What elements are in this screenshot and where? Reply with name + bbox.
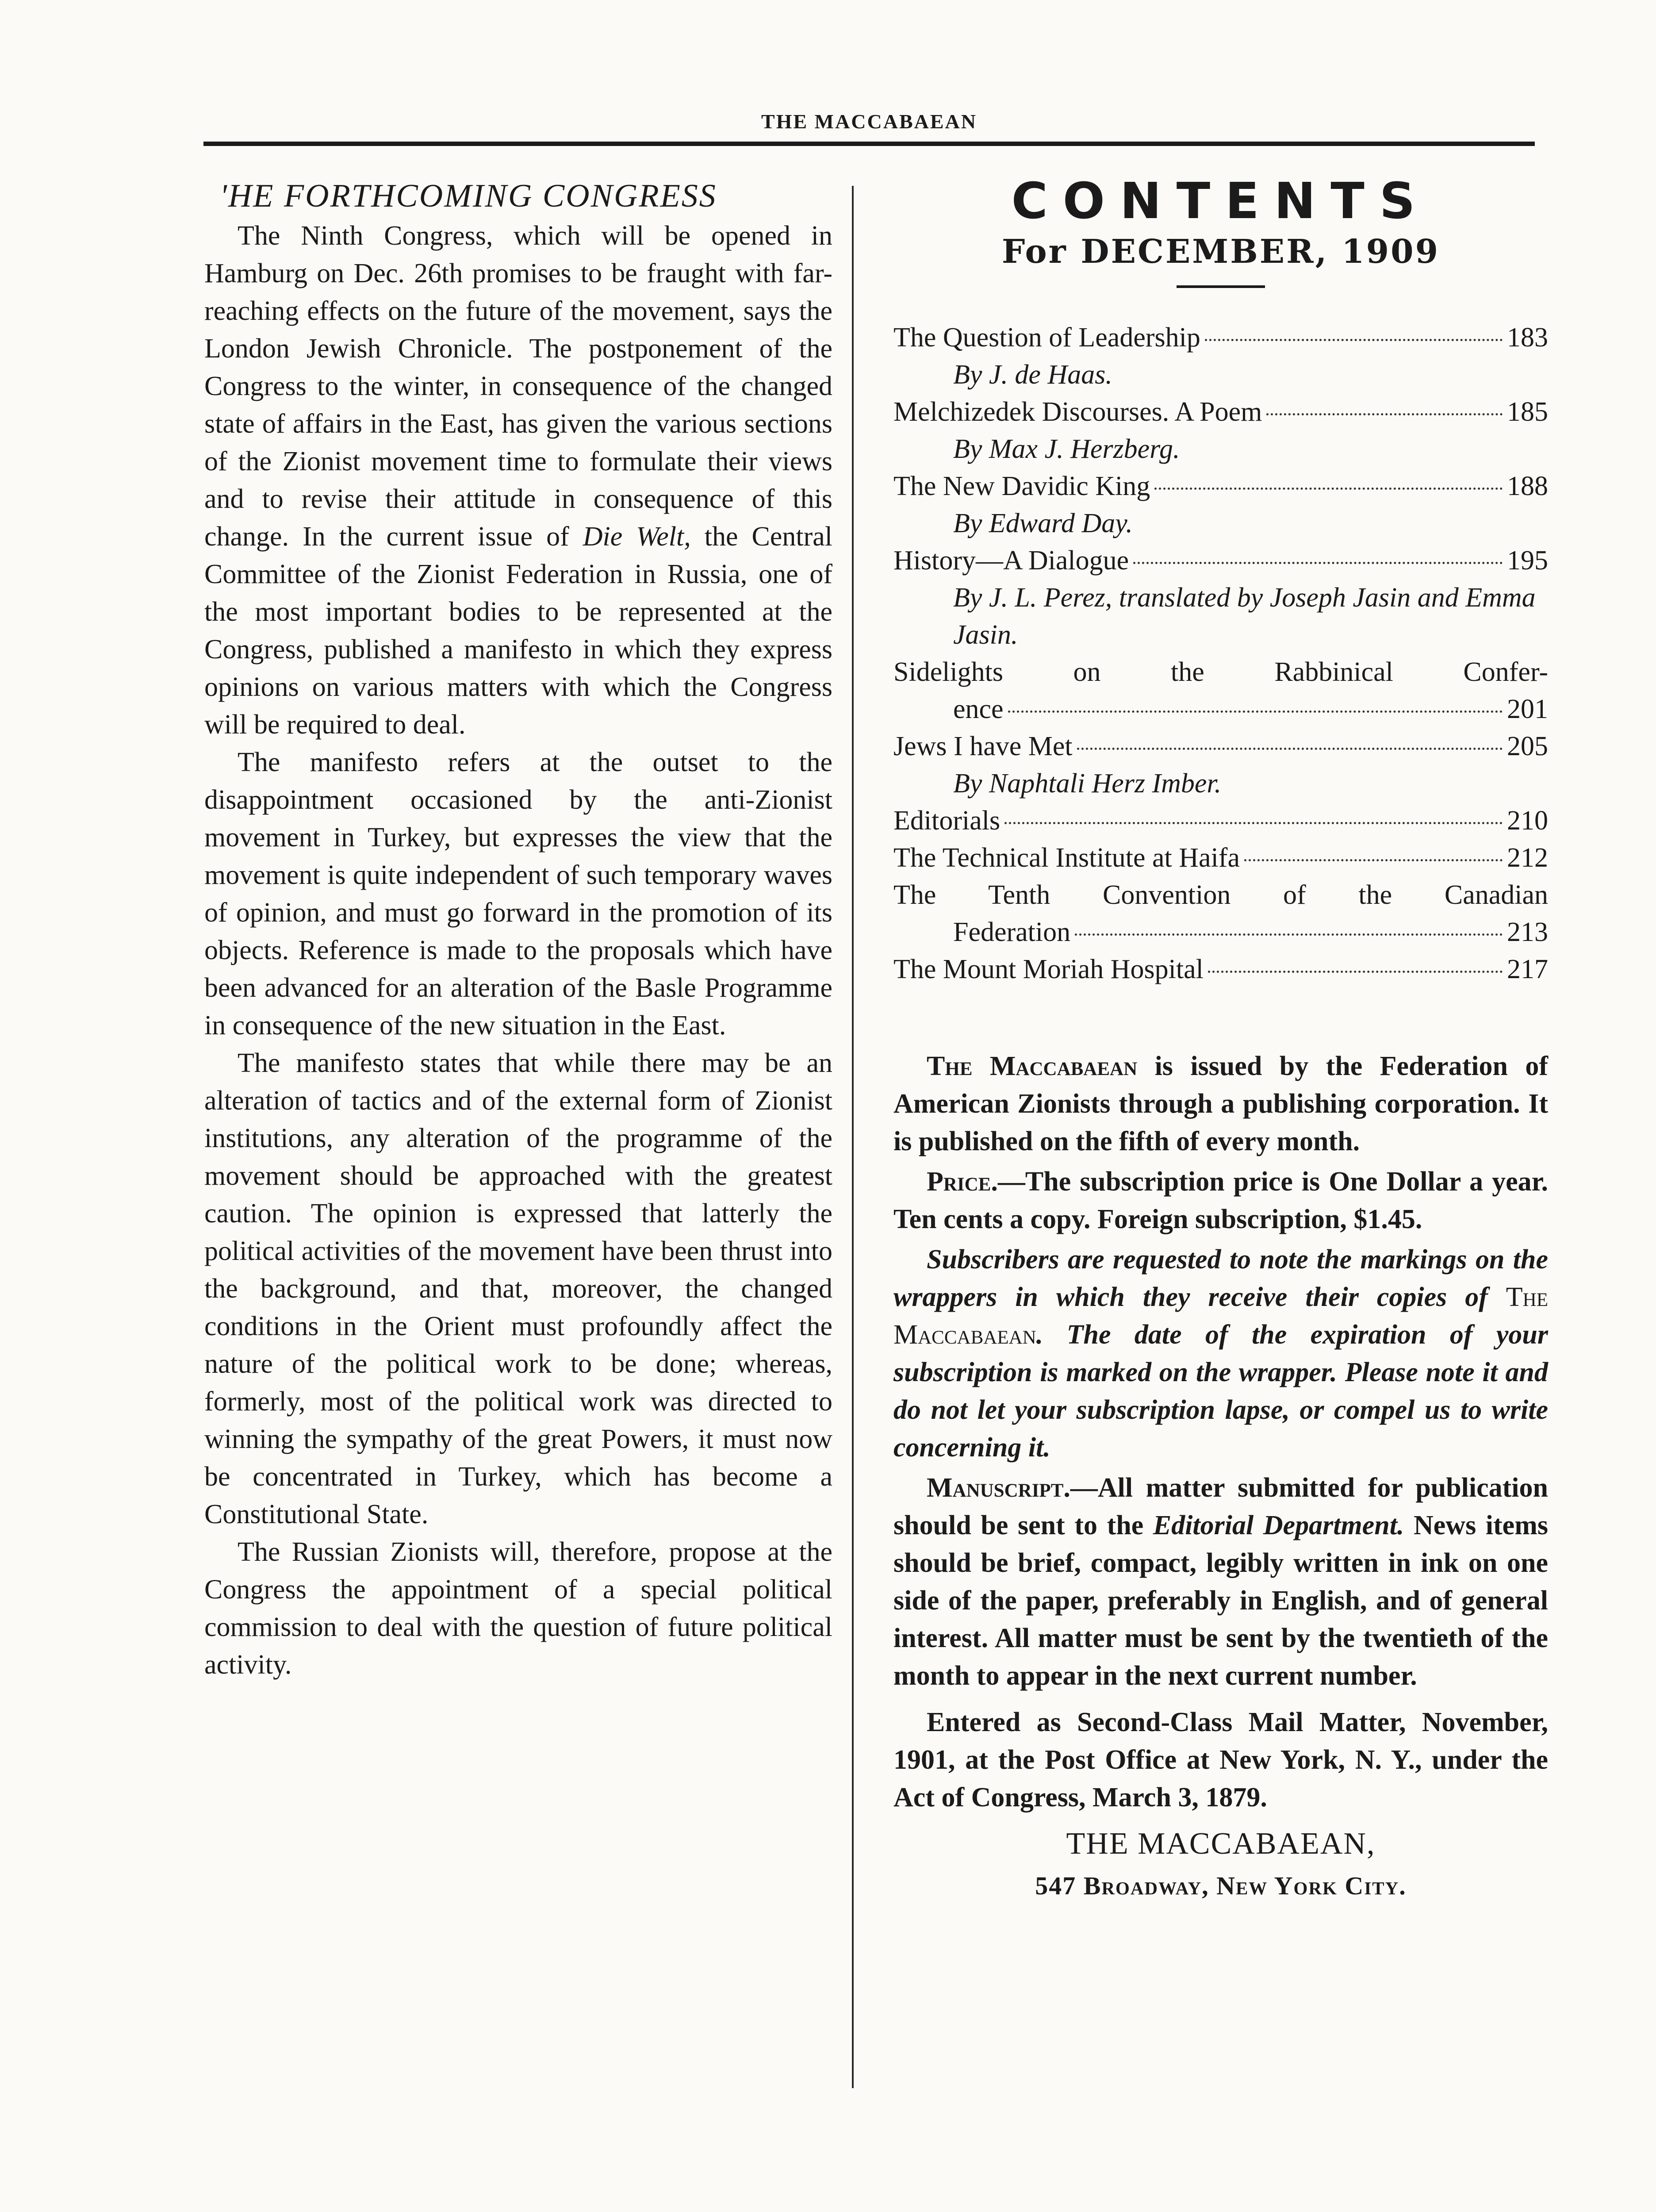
toc-entry	[893, 542, 1548, 653]
toc-leader	[1004, 822, 1503, 824]
notice-manuscript: Manuscript.—All matter submitted for publication should be sent to the Editorial Department. News items should be brief, compact, legibly written in ink on one side of the paper, preferably in English, and of general interest. All matter must be sent by the twentieth of the month to appear in the next current number.	[893, 1473, 1548, 1691]
publisher-signature: THE MACCABAEAN,	[1066, 1827, 1376, 1861]
toc-entry	[893, 393, 1548, 468]
article-paragraph-4: The Russian Zionists will, therefore, propose at the Congress the appointment of a special political commission to deal with the question of future political activity.	[204, 1537, 832, 1680]
toc-page: 183	[1507, 323, 1548, 353]
contents-rule	[1177, 285, 1265, 288]
toc-page: 185	[1507, 397, 1548, 427]
toc-entry	[893, 728, 1548, 802]
toc-page: 217	[1507, 954, 1548, 984]
toc-title: Jews I have Met	[893, 731, 1073, 761]
toc-page: 205	[1507, 731, 1548, 761]
toc-title: The Technical Institute at Haifa	[893, 843, 1240, 873]
column-divider	[852, 186, 854, 2088]
die-welt-title: Die Welt,	[583, 522, 691, 552]
toc-author: By J. L. Perez, translated by Joseph Jasin and Emma Jasin.	[953, 583, 1536, 650]
toc-leader	[1205, 339, 1503, 341]
toc-leader	[1208, 971, 1503, 973]
notice-entered: Entered as Second-Class Mail Matter, November, 1901, at the Post Office at New York, N. Y., under the Act of Congress, March 3, 1879.	[893, 1707, 1548, 1813]
running-header: THE MACCABAEAN	[761, 110, 977, 133]
toc-title: Melchizedek Discourses. A Poem	[893, 397, 1262, 427]
toc-leader	[1077, 748, 1503, 750]
toc-title: Sidelights on the Rabbinical Confer-	[893, 657, 1548, 687]
toc-leader	[1008, 710, 1503, 713]
article-paragraph-3: The manifesto states that while there may be an alteration of tactics and of the external form of Zionist institutions, any alteration of the programme of the movement should be approached with the greatest caution. The opinion is expressed that latterly the political activities of the movement have been thrust into the background, and that, moreover, the changed conditions in the Orient must profoundly affect the nature of the political work to be done; whereas, formerly, most of the political work was directed to winning the sympathy of the great Powers, it must now be concentrated in Turkey, which has become a Constitutional State.	[204, 1048, 832, 1529]
table-of-contents	[893, 319, 1548, 988]
publisher-address: 547 Broadway, New York City.	[1035, 1871, 1407, 1900]
contents-issue-date: For DECEMBER, 1909	[1001, 233, 1440, 271]
toc-leader	[1075, 933, 1503, 936]
toc-page: 210	[1507, 806, 1548, 836]
toc-title: The New Davidic King	[893, 471, 1150, 501]
toc-title-continued: ence	[953, 694, 1004, 724]
toc-entry	[893, 951, 1548, 988]
toc-entry	[893, 653, 1548, 728]
article-paragraph-1: The Ninth Congress, which will be opened in Hamburg on Dec. 26th promises to be fraught with far-reaching effects on the future of the movement, says the London Jewish Chronicle. The postponement of the Congress to the winter, in consequence of the changed state of affairs in the East, has given the various sections of the Zionist movement time to formulate their views and to revise their attitude in consequence of this change. In the current issue of Die Welt, the Central Committee of the Zionist Federation in Russia, one of the most important bodies to be represented at the Congress, published a manifesto in which they express opinions on various matters with which the Congress will be required to deal.	[204, 221, 833, 740]
toc-page: 195	[1507, 545, 1548, 576]
toc-title: The Question of Leadership	[893, 323, 1200, 353]
toc-entry	[893, 468, 1548, 542]
toc-title: History—A Dialogue	[893, 545, 1129, 576]
toc-entry	[893, 319, 1548, 393]
toc-title: The Mount Moriah Hospital	[893, 954, 1204, 984]
toc-title: The Tenth Convention of the Canadian	[893, 880, 1548, 910]
notice-subscribers: Subscribers are requested to note the markings on the wrappers in which they receive their copies of The Maccabaean. The date of the expiration of your subscription is marked on the wrapper. Please note it and do not let your subscription lapse, or compel us to write concerning it.	[893, 1244, 1548, 1463]
toc-page: 213	[1507, 917, 1548, 947]
toc-author: By J. de Haas.	[953, 360, 1112, 390]
toc-leader	[1133, 562, 1503, 564]
notice-price: Price.—The subscription price is One Dollar a year. Ten cents a copy. Foreign subscription, $1.45.	[893, 1167, 1548, 1234]
notice-publisher: The Maccabaean is issued by the Federation of American Zionists through a publishing corporation. It is published on the fifth of every month.	[893, 1051, 1549, 1156]
contents-heading: CONTENTS	[1011, 173, 1430, 230]
publication-notice	[893, 1048, 1548, 1906]
article-column	[204, 175, 832, 1684]
toc-title-continued: Federation	[953, 917, 1071, 947]
toc-entry	[893, 876, 1548, 951]
toc-leader	[1244, 859, 1503, 861]
toc-leader	[1266, 413, 1503, 415]
toc-title: Editorials	[893, 806, 1000, 836]
toc-page: 201	[1507, 694, 1548, 724]
toc-leader	[1154, 488, 1503, 490]
toc-page: 212	[1507, 843, 1548, 873]
contents-column	[893, 175, 1548, 1906]
toc-author: By Max J. Herzberg.	[953, 434, 1180, 464]
toc-page: 188	[1507, 471, 1548, 501]
article-paragraph-2: The manifesto refers at the outset to the disappointment occasioned by the anti-Zionist movement in Turkey, but expresses the view that the movement is quite independent of such temporary waves of opinion, and must go forward in the promotion of its objects. Reference is made to the proposals which have been advanced for an alteration of the Basle Programme in consequence of the new situation in the East.	[204, 747, 832, 1041]
toc-author: By Edward Day.	[953, 508, 1133, 538]
toc-author: By Naphtali Herz Imber.	[953, 768, 1222, 799]
article-title: 'HE FORTHCOMING CONGRESS	[220, 178, 717, 214]
toc-entry	[893, 802, 1548, 839]
toc-entry	[893, 839, 1548, 876]
header-rule	[203, 142, 1535, 146]
